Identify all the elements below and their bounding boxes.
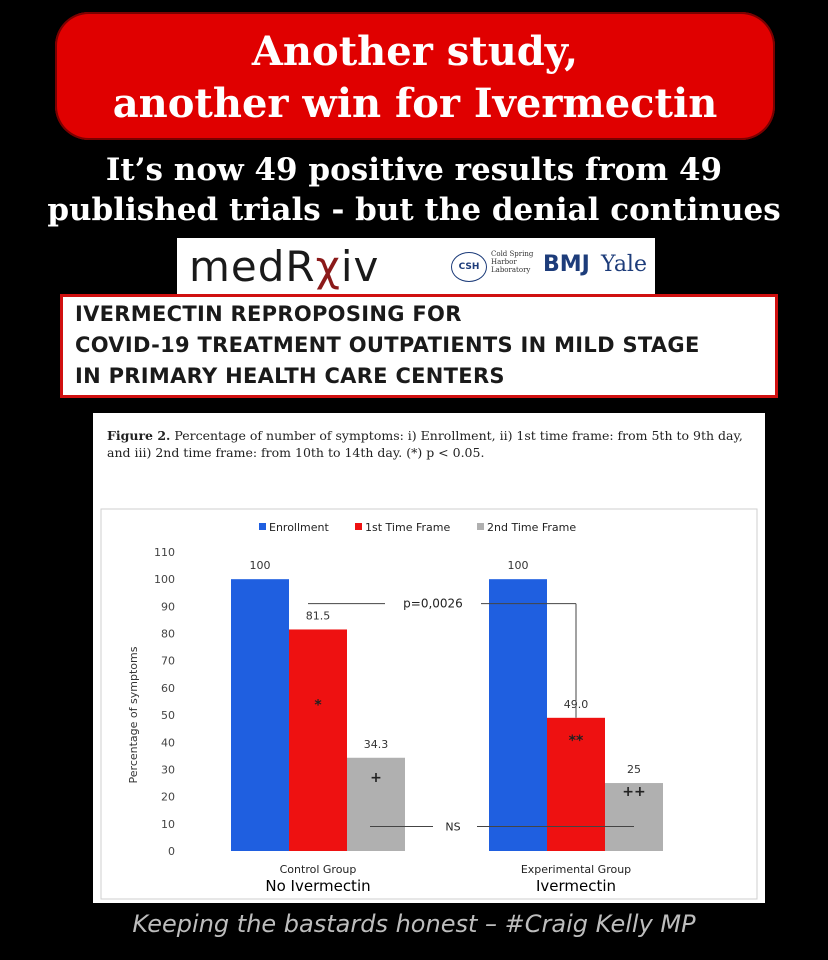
p-value-label: p=0,0026 [403, 596, 463, 611]
x-category-label: Experimental Group [520, 863, 632, 876]
logo-strip [177, 238, 655, 296]
bar-value-label: 81.5 [305, 609, 331, 623]
subheadline-line-2: published trials - but the denial continues [47, 192, 781, 228]
chart-legend [259, 521, 576, 534]
bar [231, 579, 289, 851]
y-tick-label: 90 [161, 600, 175, 614]
significance-mark: + [370, 770, 382, 786]
figure-panel [93, 413, 765, 903]
bar-value-label: 25 [627, 763, 641, 777]
bmj-logo: BMJ [543, 252, 590, 277]
subheadline-line-1: It’s now 49 positive results from 49 [105, 152, 723, 188]
y-axis-label: Percentage of symptoms [127, 646, 140, 784]
legend-label: 2nd Time Frame [487, 521, 577, 534]
y-tick-label: 80 [161, 627, 175, 641]
paper-title-line-3: IN PRIMARY HEALTH CARE CENTERS [75, 364, 505, 388]
legend-label: Enrollment [269, 521, 329, 534]
bar [289, 629, 347, 851]
y-tick-label: 20 [161, 790, 175, 804]
headline-line-2: another win for Ivermectin [112, 80, 718, 127]
y-tick-label: 60 [161, 681, 175, 695]
paper-title-line-2: COVID-19 TREATMENT OUTPATIENTS IN MILD STAGE [75, 333, 700, 357]
ns-label: NS [445, 820, 461, 834]
y-tick-label: 40 [161, 736, 175, 750]
y-tick-label: 10 [161, 817, 175, 831]
y-axis [154, 546, 175, 858]
bar-value-label: 100 [507, 559, 529, 573]
bar-chart [93, 413, 765, 903]
yale-logo: Yale [601, 252, 647, 277]
paper-title-line-1: IVERMECTIN REPROPOSING FOR [75, 302, 462, 326]
footer-tagline: Keeping the bastards honest – #Craig Kelly MP [132, 910, 696, 938]
paper-title-box [60, 294, 778, 398]
legend-swatch [477, 523, 484, 530]
y-tick-label: 50 [161, 709, 175, 723]
y-tick-label: 70 [161, 654, 175, 668]
figure-caption: Figure 2. Percentage of number of symptoms: i) Enrollment, ii) 1st time frame: from 5th to 9th day, and iii) 2nd time frame: from 10th to 14th day. (*) p < 0.05. [107, 428, 743, 460]
significance-mark: * [314, 697, 322, 714]
significance-mark: ++ [622, 784, 646, 800]
bar [489, 579, 547, 851]
bar-value-label: 49.0 [563, 697, 589, 711]
x-group-sublabel: Ivermectin [535, 877, 617, 895]
headline-banner [55, 12, 775, 140]
y-tick-label: 0 [168, 845, 175, 858]
y-tick-label: 110 [154, 546, 175, 559]
legend-swatch [355, 523, 362, 530]
x-group-sublabel: No Ivermectin [265, 877, 371, 895]
cshl-logo: CSH [451, 252, 487, 282]
x-axis [265, 863, 631, 895]
legend-label: 1st Time Frame [365, 521, 451, 534]
bar-value-label: 34.3 [363, 737, 389, 751]
headline-line-1: Another study, [251, 28, 579, 75]
cshl-logo-text: Cold Spring Harbor Laboratory [491, 250, 534, 274]
medrxiv-logo: medRχiv [189, 242, 380, 291]
legend-swatch [259, 523, 266, 530]
y-tick-label: 30 [161, 763, 175, 777]
significance-mark: ** [568, 733, 584, 749]
y-tick-label: 100 [154, 573, 175, 587]
bar-value-label: 100 [249, 559, 271, 573]
x-category-label: Control Group [279, 863, 357, 876]
